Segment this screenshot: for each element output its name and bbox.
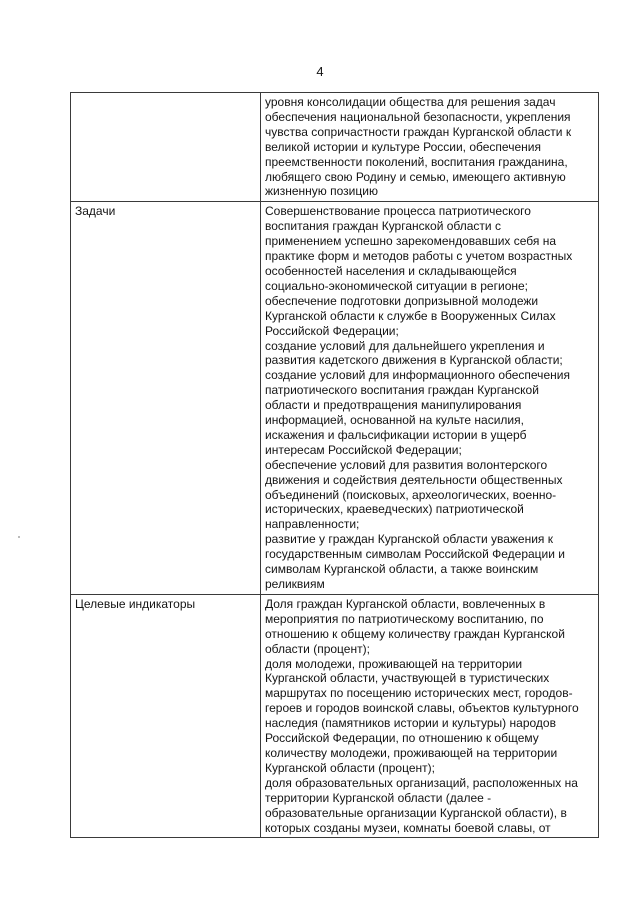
text-line: воспитания граждан Курганской области с <box>265 219 501 234</box>
table-row-tasks <box>71 202 599 595</box>
text-line: информацией, основанной на культе насилия, <box>265 413 524 428</box>
text-line: реликвиям <box>265 577 325 591</box>
page-number: 4 <box>316 64 324 79</box>
row-label <box>71 93 261 202</box>
table-row-target-indicators <box>71 594 599 838</box>
text-line: государственным символам Российской Федерации и <box>265 547 565 562</box>
text-line: символам Курганской области, а также воинским <box>265 562 539 577</box>
text-line: области (процент); <box>265 641 370 656</box>
table-row-continuation <box>71 93 599 202</box>
text-line: Совершенствование процесса патриотического <box>265 204 531 219</box>
text-line: чувства сопричастности граждан Курганской области к <box>265 124 572 139</box>
text-line: применением успешно зарекомендовавших себя на <box>265 234 557 249</box>
text-line: героев и городов воинской славы, объектов культурного <box>265 701 579 716</box>
text-line: наследия (памятников истории и культуры) народов <box>265 716 556 731</box>
text-line: Российской Федерации, по отношению к общему <box>265 731 539 746</box>
text-line: практике форм и методов работы с учетом возрастных <box>265 249 573 264</box>
text-line: направленности; <box>265 517 360 532</box>
text-line: образовательные организации Курганской области), в <box>265 805 567 820</box>
text-line: мероприятия по патриотическому воспитанию, по <box>265 611 544 626</box>
text-line: развитие у граждан Курганской области уважения к <box>265 532 554 547</box>
text-line: создание условий для информационного обеспечения <box>265 368 570 383</box>
text-line: искажения и фальсификации истории в ущерб <box>265 427 527 442</box>
text-line: Курганской области, участвующей в туристических <box>265 671 550 686</box>
row-label-target-indicators: Целевые индикаторы <box>71 594 261 838</box>
text-line: особенностей населения и складывающейся <box>265 263 517 278</box>
text-line: Доля граждан Курганской области, вовлеченных в <box>265 596 546 611</box>
text-line: количеству молодежи, проживающей на территории <box>265 745 558 760</box>
program-passport-table <box>70 92 599 838</box>
text-line: интересам Российской Федерации; <box>265 442 462 457</box>
text-line: обеспечение подготовки допризывной молодежи <box>265 293 539 308</box>
text-line: области и предотвращения манипулирования <box>265 398 522 413</box>
text-line: доля молодежи, проживающей на территории <box>265 656 523 671</box>
text-line: развития кадетского движения в Курганской области; <box>265 353 563 368</box>
text-line: Курганской области (процент); <box>265 760 435 775</box>
text-line: обеспечения национальной безопасности, укрепления <box>265 109 571 124</box>
text-line: объединений (поисковых, археологических, военно- <box>265 487 557 502</box>
text-line: территории Курганской области (далее - <box>265 790 492 805</box>
scan-margin-mark <box>18 536 20 538</box>
row-content-target-indicators <box>261 594 599 838</box>
text-line: отношению к общему количеству граждан Курганской <box>265 626 565 641</box>
row-content <box>261 93 599 202</box>
text-line: которых созданы музеи, комнаты боевой славы, от <box>265 820 551 835</box>
row-content-tasks <box>261 202 599 595</box>
text-line: исторических, краеведческих) патриотической <box>265 502 524 517</box>
text-line: доля образовательных организаций, расположенных на <box>265 775 578 790</box>
text-line: любящего свою Родину и семью, имеющего активную <box>265 169 566 184</box>
text-line: социально-экономической ситуации в регионе; <box>265 278 528 293</box>
text-line: Курганской области к службе в Вооруженных Силах <box>265 308 556 323</box>
row-label-tasks: Задачи <box>71 202 261 595</box>
text-line: великой истории и культуре России, обеспечения <box>265 139 541 154</box>
text-line: уровня консолидации общества для решения задач <box>265 95 556 109</box>
text-line: патриотического воспитания граждан Курганской <box>265 383 539 398</box>
text-line: жизненную позицию <box>265 184 378 199</box>
text-line: создание условий для дальнейшего укрепления и <box>265 338 545 353</box>
text-line: Российской Федерации; <box>265 323 399 338</box>
text-line: движения и содействия деятельности общественных <box>265 472 563 487</box>
text-line: преемственности поколений, воспитания гражданина, <box>265 154 568 169</box>
text-line: маршрутах по посещению исторических мест, городов- <box>265 686 573 701</box>
text-line: обеспечение условий для развития волонтерского <box>265 457 548 472</box>
